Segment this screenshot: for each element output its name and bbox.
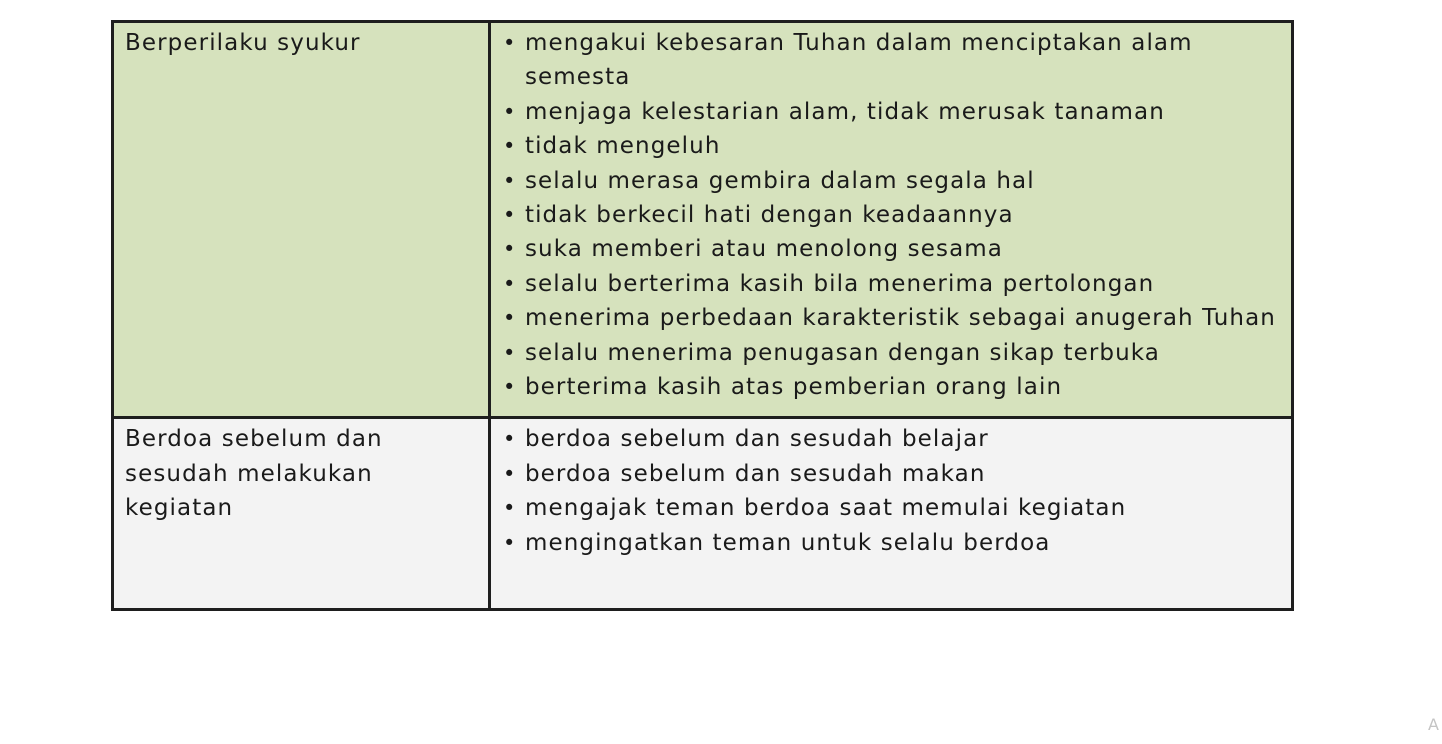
list-item-text: mengingatkan teman untuk selalu berdoa <box>524 529 1051 556</box>
list-item-text: tidak berkecil hati dengan keadaannya <box>524 202 1014 229</box>
bullet-icon: • <box>502 203 517 228</box>
label-cell <box>113 418 490 610</box>
list-item-text: berterima kasih atas pemberian orang lain <box>524 374 1063 401</box>
list-item-text: selalu menerima penugasan dengan sikap terbuka <box>524 339 1160 366</box>
corner-watermark: A <box>1428 715 1439 734</box>
list-item <box>491 422 1283 456</box>
bullet-icon: • <box>502 461 517 486</box>
list-item <box>491 370 1283 404</box>
row-label: Berperilaku syukur <box>125 30 361 56</box>
bullet-icon: • <box>502 271 517 296</box>
list-item-text: berdoa sebelum dan sesudah belajar <box>524 426 989 453</box>
bullet-icon: • <box>502 31 517 55</box>
list-item-text: berdoa sebelum dan sesudah makan <box>524 460 986 487</box>
list-item <box>491 26 1283 95</box>
bullet-icon: • <box>502 168 517 193</box>
bullet-icon: • <box>502 340 517 365</box>
list-item <box>491 129 1283 163</box>
table-row <box>113 22 1293 418</box>
list-item <box>491 336 1283 370</box>
list-item-text: mengakui kebesaran Tuhan dalam menciptakan alam semesta <box>524 30 1193 91</box>
list-item <box>491 267 1283 301</box>
list-item <box>491 95 1283 129</box>
bullet-icon: • <box>502 237 517 262</box>
label-cell <box>113 22 490 418</box>
list-item-text: suka memberi atau menolong sesama <box>524 236 1003 263</box>
list-item-text: selalu berterima kasih bila menerima pertolongan <box>524 270 1155 297</box>
list-item <box>491 491 1283 525</box>
bullet-icon: • <box>502 427 517 452</box>
list-item-text: menjaga kelestarian alam, tidak merusak tanaman <box>524 98 1165 125</box>
list-item <box>491 198 1283 232</box>
list-item-text: tidak mengeluh <box>524 133 721 160</box>
bullet-icon: • <box>502 375 517 400</box>
list-item <box>491 301 1283 335</box>
bullet-list <box>491 23 1291 416</box>
list-item <box>491 457 1283 491</box>
list-item-text: menerima perbedaan karakteristik sebagai anugerah Tuhan <box>524 305 1276 332</box>
bullet-icon: • <box>502 134 517 159</box>
table-row <box>113 418 1293 610</box>
behavior-table <box>111 20 1294 611</box>
bullet-icon: • <box>502 306 517 331</box>
list-item <box>491 232 1283 266</box>
list-item-text: selalu merasa gembira dalam segala hal <box>524 167 1035 194</box>
bullet-icon: • <box>502 99 517 124</box>
items-cell <box>489 22 1292 418</box>
items-cell <box>489 418 1292 610</box>
bullet-icon: • <box>502 530 517 555</box>
list-item <box>491 164 1283 198</box>
list-item-text: mengajak teman berdoa saat memulai kegiatan <box>524 495 1127 522</box>
bullet-list <box>491 419 1291 572</box>
bullet-icon: • <box>502 496 517 521</box>
row-label: Berdoa sebelum dan sesudah melakukan kegiatan <box>125 426 383 522</box>
list-item <box>491 526 1283 560</box>
